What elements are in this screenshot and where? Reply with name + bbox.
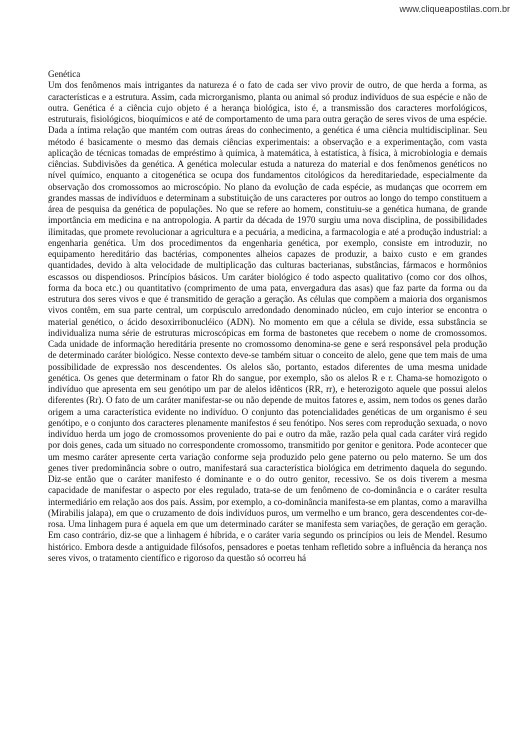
document-paragraph: Um dos fenômenos mais intrigantes da natureza é o fato de cada ser vivo provir de outro, de que herda a forma, as características e a estrutura. Assim, cada microrganismo, planta ou animal só produz indivíduos de sua espécie e não de outra. Genética é a ciência cujo objeto é a herança biológica, isto é, a transmissão dos caracteres morfológicos, estruturais, fisiológicos, bioquímicos e até de comportamento de uma para outra geração de seres vivos de uma espécie. Dada a íntima relação que mantém com outras áreas do conhecimento, a genética é uma ciência multidisciplinar. Seu método é basicamente o mesmo das demais ciências experimentais: a observação e a experimentação, com vasta aplicação de técnicas tomadas de empréstimo à química, à matemática, à estatística, à física, à microbiologia e demais ciências. Subdivisões da genética. A genética molecular estuda a natureza do material e dos fenômenos genéticos no nível químico, enquanto a citogenética se ocupa dos fundamentos citológicos da hereditariedade, especialmente da observação dos cromossomos ao microscópio. No plano da evolução de cada espécie, as mudanças que ocorrem em grandes massas de indivíduos e determinam a substituição de uns caracteres por outros ao longo do tempo constituem a área de pesquisa da genética de populações. No que se refere ao homem, constituiu-se a genética humana, de grande importância em medicina e na antropologia. A partir da década de 1970 surgiu uma nova disciplina, de possibilidades ilimitadas, que promete revolucionar a agricultura e a pecuária, a medicina, a farmacologia e até a produção industrial: a engenharia genética. Um dos procedimentos da engenharia genética, por exemplo, consiste em introduzir, no equipamento hereditário das bactérias, componentes alheios capazes de produzir, a baixo custo e em grandes quantidades, devido à alta velocidade de multiplicação das culturas bacterianas, substâncias, fármacos e hormônios escassos ou dispendiosos. Princípios básicos. Um caráter biológico é todo aspecto qualitativo (como cor dos olhos, forma da boca etc.) ou quantitativo (comprimento de uma pata, envergadura das asas) que faz parte da forma ou da estrutura dos seres vivos e que é transmitido de geração a geração. As células que compõem a maioria dos organismos vivos contêm, em sua parte central, um corpúsculo arredondado denominado núcleo, em cujo interior se encontra o material genético, o ácido desoxirribonucléico (ADN). No momento em que a célula se divide, essa substância se individualiza numa série de estruturas microscópicas em forma de bastonetes que recebem o nome de cromossomos. Cada unidade de informação hereditária presente no cromossomo denomina-se gene e será responsável pela produção de determinado caráter biológico. Nesse contexto deve-se também situar o conceito de alelo, gene que tem mais de uma possibilidade de expressão nos descendentes. Os alelos são, portanto, estados diferentes de uma mesma unidade genética. Os genes que determinam o fator Rh do sangue, por exemplo, são os alelos R e r. Chama-se homozigoto o indivíduo que apresenta em seu genótipo um par de alelos idênticos (RR, rr), e heterozigoto aquele que possui alelos diferentes (Rr). O fato de um caráter manifestar-se ou não depende de muitos fatores e, assim, nem todos os genes darão origem a uma característica evidente no indivíduo. O conjunto das potencialidades genéticas de um organismo é seu genótipo, e o conjunto dos caracteres plenamente manifestos é seu fenótipo. Nos seres com reprodução sexuada, o novo indivíduo herda um jogo de cromossomos proveniente do pai e outro da mãe, razão pela qual cada caráter virá regido por dois genes, cada um situado no correspondente cromossomo, transmitido por genitor e genitora. Pode acontecer que um mesmo caráter apresente certa variação conforme seja produzido pelo gene paterno ou pelo materno. Se um dos genes tiver predominância sobre o outro, manifestará sua característica biológica em detrimento daquela do segundo. Diz-se então que o caráter manifesto é dominante e o do outro genitor, recessivo. Se os dois tiverem a mesma capacidade de manifestar o aspecto por eles regulado, trata-se de um fenômeno de co-dominância e o caráter resulta intermediário em relação aos dos pais. Assim, por exemplo, a co-dominância manifesta-se em plantas, como a maravilha (Mirabilis jalapa), em que o cruzamento de dois indivíduos puros, um vermelho e um branco, gera descendentes cor-de-rosa. Uma linhagem pura é aquela em que um determinado caráter se manifesta sem variações, de geração em geração. Em caso contrário, diz-se que a linhagem é híbrida, e o caráter varia segundo os princípios ou leis de Mendel. Resumo histórico. Embora desde a antiguidade filósofos, pensadores e poetas tenham refletido sobre a influência da herança nos seres vivos, o tratamento científico e rigoroso da questão só ocorreu há [48, 80, 487, 563]
site-url: www.cliqueapostilas.com.br [399, 4, 510, 14]
document-body [48, 69, 487, 564]
document-title: Genética [48, 69, 81, 79]
